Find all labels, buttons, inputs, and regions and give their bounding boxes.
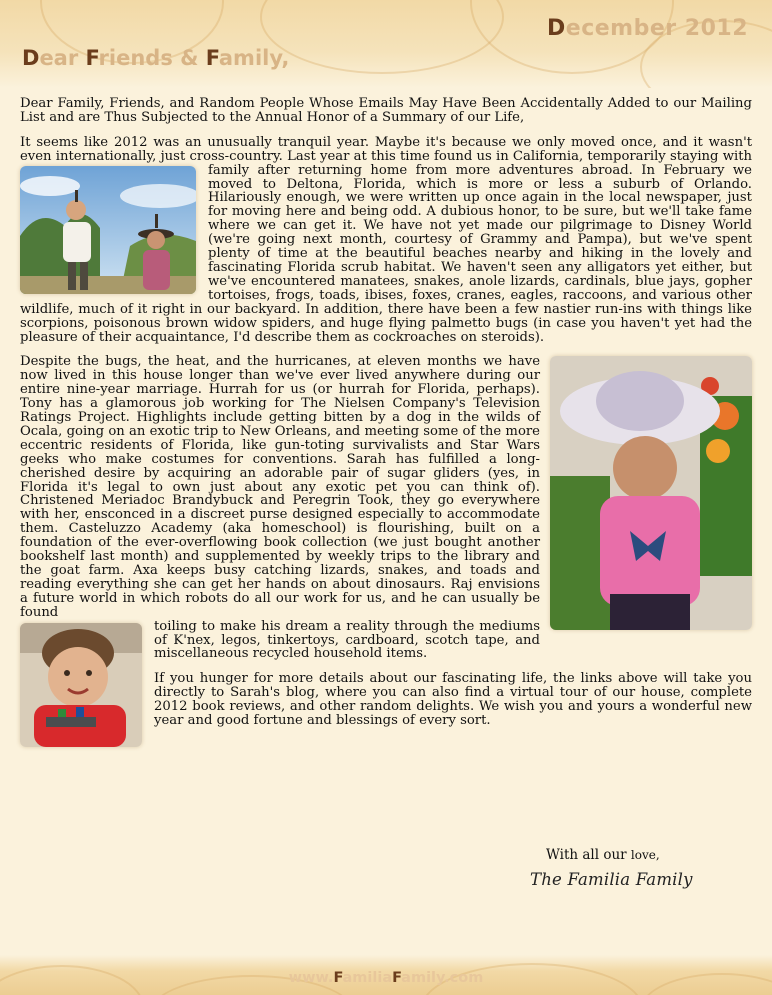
website-link[interactable]: www.FamiliaFamily.com (288, 970, 484, 986)
paragraph-1 (20, 136, 752, 345)
paragraph-2 (20, 355, 752, 661)
greeting-heading: Dear Friends & Family, (22, 46, 290, 70)
paragraph-2-ending: toiling to make his dream a reality through the mediums of K'nex, legos, tinkertoys, cardboard, scotch tape, and miscellaneous recycled household items. (154, 618, 540, 662)
paragraph-1-body: abroad. In February we moved to Deltona, Florida, which is more or less a suburb of Orlando. Hilariously enough, we were written up once again in the local newspaper, just for moving here and being odd. A dubious honor, to be sure, but we'll take fame where we can get it. We have not yet made our pilgrimage to Disney World (we're going next month, courtesy of Grammy and Pampa), but we've spent plenty of time at the beautiful beaches nearby and hiking in the lovely and fascinating Florida scrub habitat. We haven't seen any alligators yet either, but we've encountered manatees, snakes, anole lizards, cardinals, blue jays, gopher tortoises, frogs, toads, ibises, foxes, cranes, eagles, raccoons, and various other wildlife, much of it right in our backyard. In addition, there have been a few nastier run-ins with things like scorpions, poisonous brown widow spiders, and huge flying palmetto bugs (in case you haven't yet had the pleasure of their acquaintance, I'd describe them as cockroaches on steroids). (20, 162, 752, 345)
header-decoration (0, 0, 772, 88)
closing-text: With all our (546, 847, 627, 863)
girl-in-hat-photo (550, 356, 752, 630)
closing-love: love, (630, 848, 660, 862)
letter-date: December 2012 (547, 16, 748, 41)
closing-line (546, 847, 660, 863)
boy-with-lego-photo (20, 623, 142, 747)
paragraph-2-body: Despite the bugs, the heat, and the hurricanes, at eleven months we have now lived in this house longer than we've ever lived anywhere during our entire nine-year marriage. Hurrah for us (or hurrah for Florida, perhaps). Tony has a glamorous job working for The Nielsen Company's Television Ratings Project. Highlights include getting bitten by a dog in the wilds of Ocala, going on an exotic trip to New Orleans, and meeting some of the more eccentric residents of Florida, like gun-toting survivalists and Star Wars geeks who make costumes for conventions. Sarah has fulfilled a long-cherished desire by acquiring an adorable pair of sugar gliders (yes, in Florida it's legal to own just about any exotic pet you can think of). Christened Meriadoc Brandybuck and Peregrin Took, they go everywhere with her, ensconced in a discreet purse designed especially to accommodate them. Casteluzzo Academy (aka homeschool) is flourishing, built on a foundation of the ever-overflowing book collection (we just bought another bookshelf last month) and supplemented by weekly trips to the library and the goat farm. Axa keeps busy catching lizards, snakes, and toads and reading everything she can get her hands on about dinosaurs. Raj envisions a future world in which robots do all our work for us, and he can usually be found (20, 354, 540, 620)
letter-body (20, 97, 752, 753)
family-signature: The Familia Family (530, 870, 693, 889)
paragraph-3: If you hunger for more details about our fascinating life, the links above will take you directly to Sarah's blog, where you can also find a virtual tour of our house, complete 2012 book reviews, and other random delights. We wish you and yours a wonderful new year and good fortune and blessings of every sort. (154, 671, 752, 729)
family-hiking-photo (20, 166, 196, 294)
paragraph-1-intro: It seems like 2012 was an unusually tranquil year. Maybe it's because we only moved once, and it wasn't even internationally, just cross-country. Last year at this time found us in California, temporarily staying with family after returning home from more adventures (20, 134, 752, 178)
salutation: Dear Family, Friends, and Random People Whose Emails May Have Been Accidentally Added to our Mailing List and are Thus Subjected to the Annual Honor of a Summary of our Life, (20, 96, 752, 125)
